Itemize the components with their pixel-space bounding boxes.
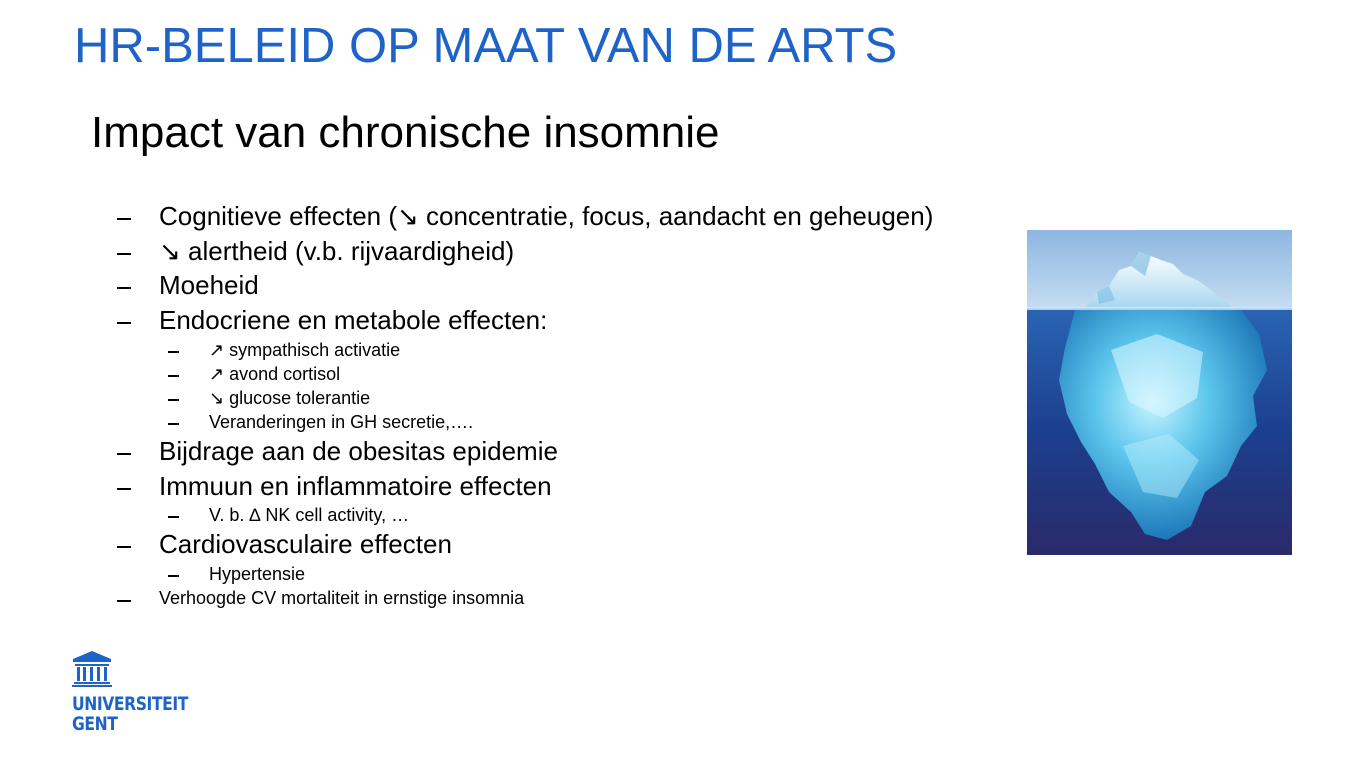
- list-item-text: Cognitieve effecten (↘ concentratie, focus, aandacht en geheugen): [159, 201, 934, 231]
- list-item-text: Moeheid: [159, 270, 259, 300]
- iceberg-image: [1027, 230, 1292, 555]
- dash-bullet-icon: [168, 575, 179, 577]
- dash-bullet-icon: [117, 287, 131, 289]
- dash-bullet-icon: [168, 375, 179, 377]
- list-item-text: V. b. ∆ NK cell activity, …: [209, 505, 410, 525]
- list-item-text: ↗ avond cortisol: [209, 364, 341, 384]
- dash-bullet-icon: [117, 453, 131, 455]
- list-item-text: Veranderingen in GH secretie,….: [209, 412, 474, 432]
- dash-bullet-icon: [117, 488, 131, 490]
- list-item-text: Bijdrage aan de obesitas epidemie: [159, 436, 558, 466]
- dash-bullet-icon: [168, 516, 179, 518]
- dash-bullet-icon: [117, 253, 131, 255]
- logo-line-1: UNIVERSITEIT: [72, 693, 188, 715]
- slide-subtitle: Impact van chronische insomnie: [91, 108, 720, 157]
- dash-bullet-icon: [117, 322, 131, 324]
- dash-bullet-icon: [117, 600, 131, 602]
- list-item-text: Hypertensie: [209, 564, 306, 584]
- university-logo: [72, 650, 192, 740]
- dash-bullet-icon: [117, 218, 131, 220]
- dash-bullet-icon: [168, 399, 179, 401]
- building-columns-icon: [72, 650, 112, 688]
- list-item-text: Verhoogde CV mortaliteit in ernstige insomnia: [159, 588, 525, 608]
- slide-title: HR-BELEID OP MAAT VAN DE ARTS: [74, 19, 898, 73]
- dash-bullet-icon: [117, 546, 131, 548]
- list-item-text: Endocriene en metabole effecten:: [159, 305, 548, 335]
- list-item-text: Immuun en inflammatoire effecten: [159, 471, 552, 501]
- list-item-text: Cardiovasculaire effecten: [159, 529, 452, 559]
- dash-bullet-icon: [168, 423, 179, 425]
- list-item-text: ↗ sympathisch activatie: [209, 340, 401, 360]
- logo-line-2: GENT: [72, 713, 118, 735]
- list-item-text: ↘ alertheid (v.b. rijvaardigheid): [159, 236, 515, 266]
- list-item-text: ↘ glucose tolerantie: [209, 388, 371, 408]
- dash-bullet-icon: [168, 351, 179, 353]
